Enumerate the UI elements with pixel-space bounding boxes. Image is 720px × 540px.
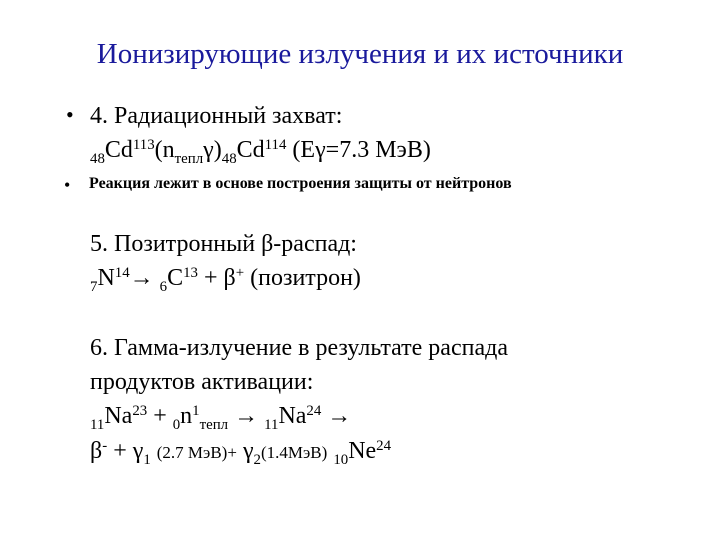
eq4-gamma: γ) bbox=[203, 137, 222, 163]
eq6b-beta: β bbox=[90, 438, 103, 464]
item-5-equation bbox=[90, 265, 361, 295]
eq4-a1: 113 bbox=[132, 137, 155, 154]
eq4-open: (n bbox=[154, 137, 175, 163]
note-text: Реакция лежит в основе построения защиты от нейтронов bbox=[89, 175, 512, 192]
eq6b-beta-sup: - bbox=[102, 438, 108, 455]
eq6a-z3: 11 bbox=[264, 416, 279, 433]
eq5-beta-plus-sup: + bbox=[235, 265, 245, 282]
eq6a-sub-tepl: тепл bbox=[199, 416, 229, 433]
eq6a-arrow-2: → bbox=[327, 403, 352, 429]
item-6-equation-2 bbox=[90, 438, 392, 468]
eq5-el2: C bbox=[167, 265, 184, 291]
eq6a-plus: + bbox=[153, 403, 167, 429]
eq6b-z: 10 bbox=[333, 451, 349, 468]
item-6-equation-1 bbox=[90, 403, 352, 433]
eq6b-a: 24 bbox=[376, 438, 392, 455]
bullet-item-4: • bbox=[66, 102, 74, 127]
eq6a-el3: Na bbox=[278, 403, 307, 429]
item-4-equation bbox=[90, 137, 431, 167]
eq6b-plus-gamma: + γ bbox=[113, 438, 144, 464]
eq6b-g2-energy: (1.4МэВ) bbox=[260, 443, 328, 462]
eq6a-a3: 24 bbox=[306, 403, 322, 420]
eq6a-z1: 11 bbox=[90, 416, 105, 433]
eq4-sub-tepl: тепл bbox=[174, 150, 204, 167]
eq6a-el1: Na bbox=[104, 403, 133, 429]
eq6b-el: Ne bbox=[348, 438, 377, 464]
eq6a-z2: 0 bbox=[172, 416, 181, 433]
eq5-plus-beta: + β bbox=[203, 265, 236, 291]
eq6b-g2-sub: 2 bbox=[253, 451, 261, 468]
eq6b-g1-energy: (2.7 МэВ)+ bbox=[156, 443, 237, 462]
slide-title: Ионизирующие излучения и их источники bbox=[96, 38, 624, 70]
item-5-heading: 5. Позитронный β-распад: bbox=[90, 231, 357, 257]
bullet-note: • bbox=[64, 175, 71, 195]
eq5-a1: 14 bbox=[114, 265, 130, 282]
eq4-el2: Cd bbox=[236, 137, 265, 163]
eq6a-a1: 23 bbox=[132, 403, 148, 420]
eq6a-el2: n bbox=[180, 403, 193, 429]
eq6a-a2: 1 bbox=[192, 403, 200, 420]
eq4-z1: 48 bbox=[90, 150, 105, 167]
eq4-el1: Cd bbox=[104, 137, 133, 163]
item-6-heading-line-2: продуктов активации: bbox=[90, 369, 314, 395]
eq5-a2: 13 bbox=[183, 265, 198, 282]
eq5-z2: 6 bbox=[159, 278, 168, 295]
eq5-el1: N bbox=[97, 265, 115, 291]
eq6b-gamma-2: γ bbox=[242, 438, 254, 464]
eq5-tail: (позитрон) bbox=[250, 265, 361, 291]
eq5-arrow: → bbox=[129, 265, 154, 291]
eq6a-arrow: → bbox=[234, 403, 259, 429]
eq5-z1: 7 bbox=[90, 278, 98, 295]
eq4-a2: 114 bbox=[264, 137, 287, 154]
eq4-energy: (Eγ=7.3 МэВ) bbox=[292, 137, 431, 163]
eq6b-g1-sub: 1 bbox=[143, 451, 151, 468]
item-4-heading: 4. Радиационный захват: bbox=[90, 103, 343, 129]
eq4-z2: 48 bbox=[221, 150, 237, 167]
item-6-heading-line-1: 6. Гамма-излучение в результате распада bbox=[90, 335, 508, 361]
